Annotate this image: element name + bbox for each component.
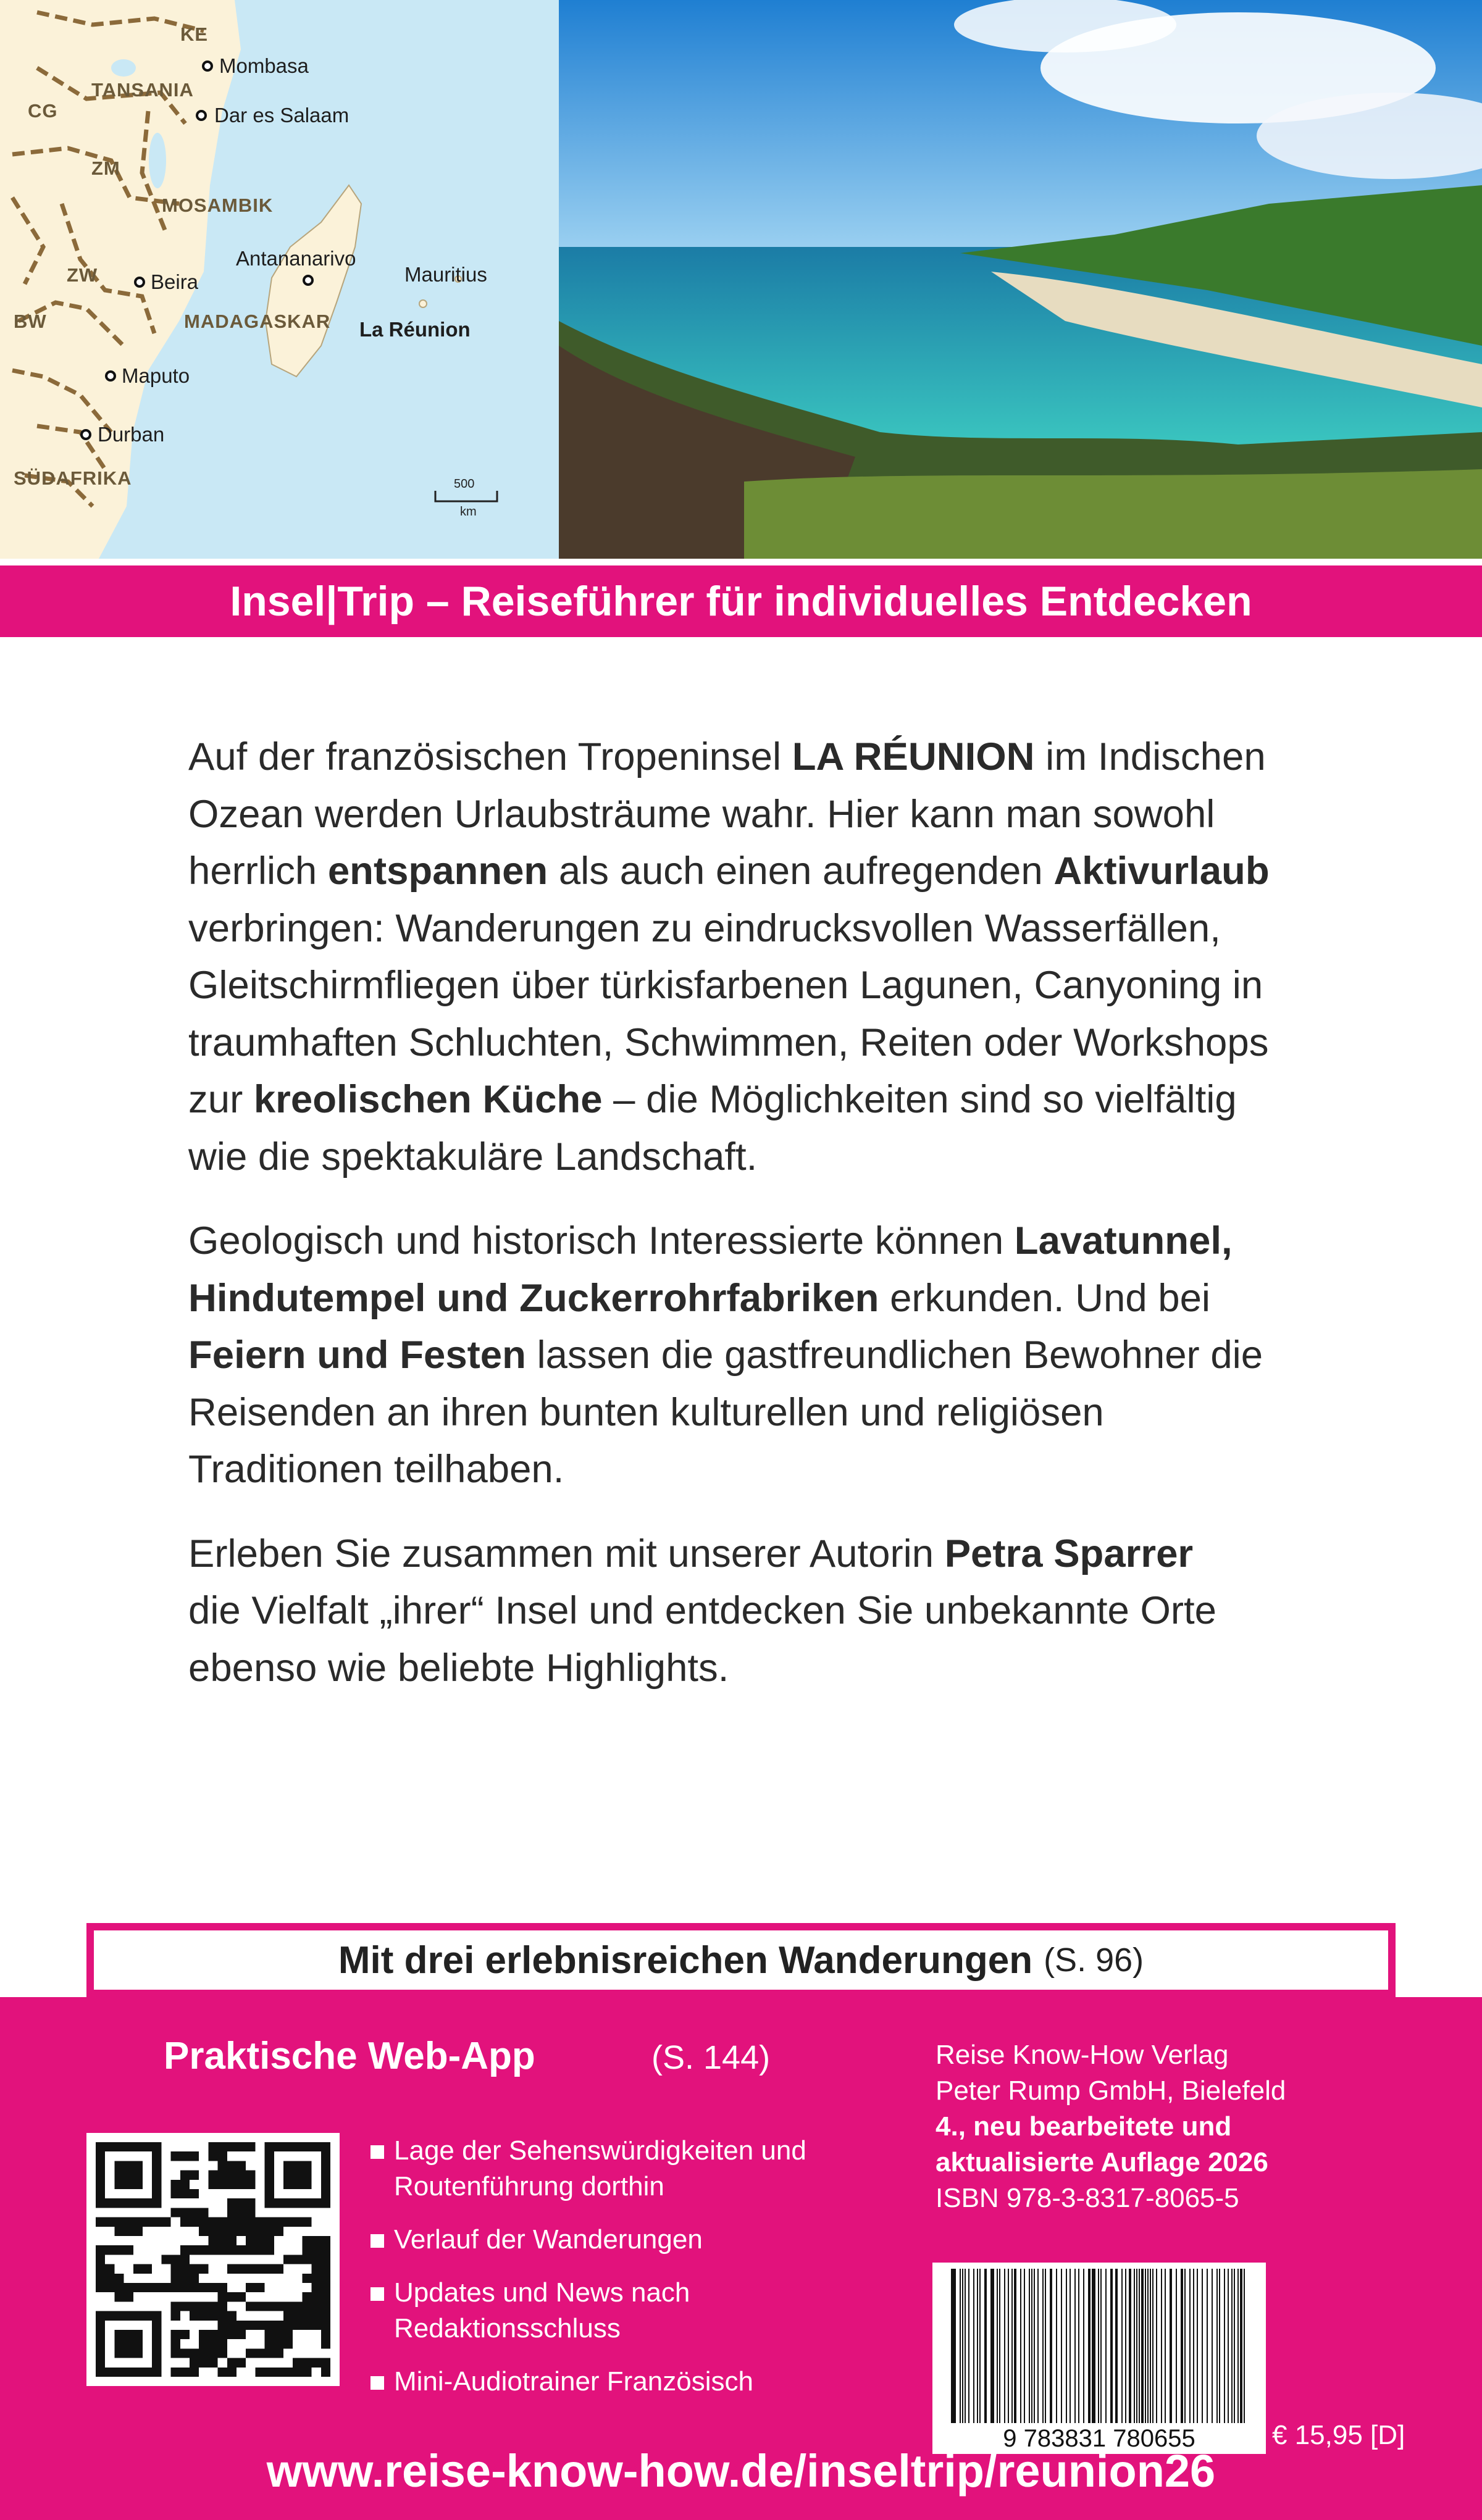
edition-line-1: 4., neu bearbeitete und	[936, 2111, 1232, 2142]
scale-value: 500	[454, 477, 475, 491]
website-url[interactable]: www.reise-know-how.de/inseltrip/reunion26	[266, 2445, 1216, 2497]
bullet-square-icon	[371, 2376, 384, 2390]
city-marker-maputo	[105, 370, 116, 382]
body-text-run: Erleben Sie zusammen mit unserer Autorin	[188, 1532, 945, 1575]
body-text-run: erkunden. Und bei	[879, 1276, 1211, 1320]
hikes-page-ref: (S. 96)	[1044, 1942, 1144, 1979]
map-city-maputo: Maputo	[122, 364, 190, 387]
webapp-feature-list	[371, 2133, 840, 2417]
hikes-text: Mit drei erlebnisreichen Wanderungen	[338, 1938, 1033, 1982]
coastline-photo-graphic	[559, 0, 1482, 559]
webapp-page-ref: (S. 144)	[651, 2039, 771, 2076]
emphasized-text: LA RÉUNION	[792, 735, 1035, 778]
bullet-square-icon	[371, 2234, 384, 2248]
body-text-run: verbringen: Wanderungen zu eindrucksvollen Wasserfällen, Gleitschirmfliegen über türkisfarbenen Lagunen, Canyoning in traumhaften Schluchten, Schwimmen, Reiten oder Workshops zur	[188, 906, 1269, 1121]
price: € 15,95 [D]	[1272, 2420, 1405, 2450]
map-label-madagaskar: MADAGASKAR	[184, 311, 331, 332]
emphasized-text: kreolischen Küche	[253, 1078, 603, 1121]
publisher-name: Reise Know-How Verlag	[936, 2040, 1229, 2070]
publisher-info	[936, 2037, 1430, 2216]
city-marker-mombasa	[202, 60, 213, 72]
webapp-feature-item	[371, 2275, 840, 2347]
webapp-feature-text: Mini-Audiotrainer Französisch	[394, 2366, 753, 2397]
hikes-box	[86, 1923, 1396, 1997]
city-marker-antananarivo	[303, 275, 314, 286]
body-text-run: – die Möglichkeiten sind so vielfältig wie die spektakuläre Landschaft.	[188, 1078, 1237, 1179]
city-marker-durban	[80, 429, 91, 440]
map-city-mombasa: Mombasa	[219, 54, 309, 77]
emphasized-text: entspannen	[327, 849, 548, 893]
map-city-antananarivo: Antananarivo	[236, 247, 356, 270]
description-paragraph-2	[188, 1212, 1294, 1498]
isbn: ISBN 978-3-8317-8065-5	[936, 2183, 1239, 2213]
barcode-graphic	[932, 2263, 1266, 2454]
map-label-zm: ZM	[91, 157, 120, 179]
webapp-feature-item	[371, 2133, 840, 2205]
description-paragraph-3	[188, 1525, 1250, 1697]
webapp-feature-text: Verlauf der Wanderungen	[394, 2224, 703, 2255]
map-label-zw: ZW	[67, 264, 98, 286]
map-city-mauritius: Mauritius	[404, 263, 487, 286]
webapp-feature-text: Updates und News nach Redaktionsschluss	[394, 2277, 690, 2343]
description-paragraph-1	[188, 728, 1281, 1185]
map-label-tanzania: TANSANIA	[91, 79, 194, 101]
map-label-ke: KE	[180, 23, 209, 45]
body-text-run: Geologisch und historisch Interessierte können	[188, 1219, 1015, 1262]
emphasized-text: Feiern und Festen	[188, 1333, 526, 1377]
qr-code[interactable]	[86, 2133, 340, 2386]
bullet-square-icon	[371, 2287, 384, 2301]
barcode-digits: 9 783831 780655	[1003, 2425, 1195, 2452]
map-city-dar-es-salaam: Dar es Salaam	[214, 104, 350, 127]
city-marker-dar-es-salaam	[196, 110, 207, 121]
map-label-suedafrika: SÜDAFRIKA	[14, 467, 132, 489]
qr-code-graphic	[96, 2142, 330, 2377]
webapp-feature-item	[371, 2222, 840, 2258]
body-text-run: lassen die gastfreundlichen Bewohner die Reisenden an ihren bunten kulturellen und religiösen Traditionen teilhaben.	[188, 1333, 1263, 1491]
publisher-company: Peter Rump GmbH, Bielefeld	[936, 2076, 1286, 2106]
map-city-durban: Durban	[98, 423, 165, 446]
series-band	[0, 565, 1482, 637]
ean-barcode	[932, 2263, 1266, 2454]
coastline-photo	[559, 0, 1482, 559]
emphasized-text: Aktivurlaub	[1053, 849, 1270, 893]
map-label-bw: BW	[14, 311, 47, 332]
series-band-text: Insel|Trip – Reiseführer für individuelles Entdecken	[230, 578, 1252, 625]
map-label-mosambik: MOSAMBIK	[162, 194, 274, 216]
body-text-run: die Vielfalt „ihrer“ Insel und entdecken Sie unbekannte Orte ebenso wie beliebte Highlights.	[188, 1589, 1216, 1690]
description	[188, 728, 1294, 1724]
map-label-cg: CG	[28, 100, 58, 122]
locator-map	[0, 0, 559, 559]
body-text-run: als auch einen aufregenden	[548, 849, 1054, 893]
edition-line-2: aktualisierte Auflage 2026	[936, 2147, 1268, 2177]
webapp-title: Praktische Web-App	[164, 2035, 535, 2077]
map-city-beira: Beira	[151, 270, 199, 293]
body-text-run: Auf der französischen Tropeninsel	[188, 735, 792, 778]
scale-unit: km	[460, 505, 477, 519]
webapp-feature-text: Lage der Sehenswürdigkeiten und Routenführung dorthin	[394, 2135, 806, 2201]
webapp-feature-item	[371, 2364, 840, 2400]
body-text-run: im Indischen Ozean werden Urlaubsträume wahr. Hier kann man sowohl herrlich	[188, 735, 1266, 893]
bullet-square-icon	[371, 2145, 384, 2159]
emphasized-text: Lavatunnel, Hindutempel und Zuckerrohrfabriken	[188, 1219, 1233, 1320]
city-marker-beira	[134, 277, 145, 288]
emphasized-text: Petra Sparrer	[944, 1532, 1194, 1575]
map-city-la-reunion: La Réunion	[359, 318, 471, 341]
